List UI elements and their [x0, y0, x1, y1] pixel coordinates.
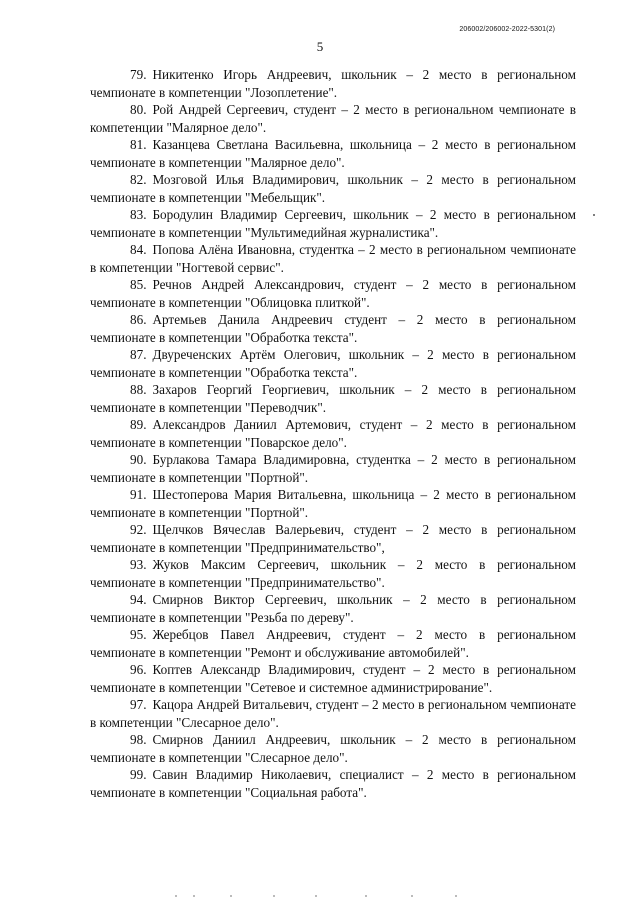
list-item	[90, 311, 576, 346]
list-item	[90, 206, 576, 241]
item-number: 87.	[130, 347, 147, 362]
item-text: Рой Андрей Сергеевич, студент – 2 место в региональном чемпионате в компетенции "Малярное дело".	[90, 102, 576, 135]
item-number: 93.	[130, 557, 147, 572]
item-number: 94.	[130, 592, 147, 607]
list-item	[90, 381, 576, 416]
item-text: Казанцева Светлана Васильевна, школьница – 2 место в региональном чемпионате в компетенции "Малярное дело".	[90, 137, 576, 170]
item-text: Жеребцов Павел Андреевич, студент – 2 место в региональном чемпионате в компетенции "Ремонт и обслуживание автомобилей".	[90, 627, 576, 660]
item-text: Коптев Александр Владимирович, студент – 2 место в региональном чемпионате в компетенции "Сетевое и системное администрирование".	[90, 662, 576, 695]
item-text: Александров Даниил Артемович, студент – 2 место в региональном чемпионате в компетенции "Поварское дело".	[90, 417, 576, 450]
document-id: 206002/206002-2022-5301(2)	[459, 26, 555, 33]
list-item	[90, 731, 576, 766]
entry-list	[90, 66, 576, 801]
item-text: Кацора Андрей Витальевич, студент – 2 место в региональном чемпионате в компетенции "Слесарное дело".	[90, 697, 576, 730]
item-number: 83.	[130, 207, 147, 222]
page-number: 5	[316, 39, 324, 54]
list-item	[90, 556, 576, 591]
item-number: 96.	[130, 662, 147, 677]
scan-speck	[315, 895, 317, 897]
scan-speck	[230, 895, 232, 897]
list-item	[90, 766, 576, 801]
item-text: Никитенко Игорь Андреевич, школьник – 2 место в региональном чемпионате в компетенции "Лозоплетение".	[90, 67, 576, 100]
list-item	[90, 66, 576, 101]
list-item	[90, 591, 576, 626]
item-number: 98.	[130, 732, 147, 747]
list-item	[90, 416, 576, 451]
item-number: 97.	[130, 697, 147, 712]
item-number: 89.	[130, 417, 147, 432]
list-item	[90, 171, 576, 206]
item-number: 85.	[130, 277, 147, 292]
item-number: 81.	[130, 137, 147, 152]
list-item	[90, 521, 576, 556]
item-number: 95.	[130, 627, 147, 642]
list-item	[90, 276, 576, 311]
list-item	[90, 661, 576, 696]
list-item	[90, 451, 576, 486]
list-item	[90, 101, 576, 136]
item-number: 90.	[130, 452, 147, 467]
item-text: Артемьев Данила Андреевич студент – 2 место в региональном чемпионате в компетенции "Обработка текста".	[90, 312, 576, 345]
item-text: Бородулин Владимир Сергеевич, школьник – 2 место в региональном чемпионате в компетенции "Мультимедийная журналистика".	[90, 207, 576, 240]
scan-speck	[273, 895, 275, 897]
item-number: 84.	[130, 242, 147, 257]
list-item	[90, 626, 576, 661]
item-number: 86.	[130, 312, 147, 327]
item-text: Мозговой Илья Владимирович, школьник – 2 место в региональном чемпионате в компетенции "Мебельщик".	[90, 172, 576, 205]
item-text: Двуреченских Артём Олегович, школьник – 2 место в региональном чемпионате в компетенции "Обработка текста".	[90, 347, 576, 380]
item-number: 91.	[130, 487, 147, 502]
scan-artifacts	[175, 892, 475, 902]
scan-speck	[593, 214, 595, 216]
item-number: 79.	[130, 67, 147, 82]
list-item	[90, 486, 576, 521]
list-item	[90, 241, 576, 276]
item-text: Савин Владимир Николаевич, специалист – 2 место в региональном чемпионате в компетенции "Социальная работа".	[90, 767, 576, 800]
item-number: 88.	[130, 382, 147, 397]
item-text: Шестоперова Мария Витальевна, школьница – 2 место в региональном чемпионате в компетенции "Портной".	[90, 487, 576, 520]
item-text: Смирнов Даниил Андреевич, школьник – 2 место в региональном чемпионате в компетенции "Слесарное дело".	[90, 732, 576, 765]
item-text: Захаров Георгий Георгиевич, школьник – 2 место в региональном чемпионате в компетенции "Переводчик".	[90, 382, 576, 415]
item-text: Речнов Андрей Александрович, студент – 2 место в региональном чемпионате в компетенции "Облицовка плиткой".	[90, 277, 576, 310]
scan-speck	[175, 895, 177, 897]
item-text: Бурлакова Тамара Владимировна, студентка – 2 место в региональном чемпионате в компетенции "Портной".	[90, 452, 576, 485]
list-item	[90, 696, 576, 731]
scan-speck	[193, 895, 195, 897]
scan-speck	[365, 895, 367, 897]
item-text: Смирнов Виктор Сергеевич, школьник – 2 место в региональном чемпионате в компетенции "Резьба по дереву".	[90, 592, 576, 625]
list-item	[90, 136, 576, 171]
item-number: 92.	[130, 522, 147, 537]
scan-speck	[411, 895, 413, 897]
item-text: Щелчков Вячеслав Валерьевич, студент – 2 место в региональном чемпионате в компетенции "Предпринимательство",	[90, 522, 576, 555]
item-number: 99.	[130, 767, 147, 782]
item-number: 80.	[130, 102, 147, 117]
list-item	[90, 346, 576, 381]
scan-speck	[455, 895, 457, 897]
item-text: Попова Алёна Ивановна, студентка – 2 место в региональном чемпионате в компетенции "Ногтевой сервис".	[90, 242, 576, 275]
item-number: 82.	[130, 172, 147, 187]
item-text: Жуков Максим Сергеевич, школьник – 2 место в региональном чемпионате в компетенции "Предпринимательство".	[90, 557, 576, 590]
